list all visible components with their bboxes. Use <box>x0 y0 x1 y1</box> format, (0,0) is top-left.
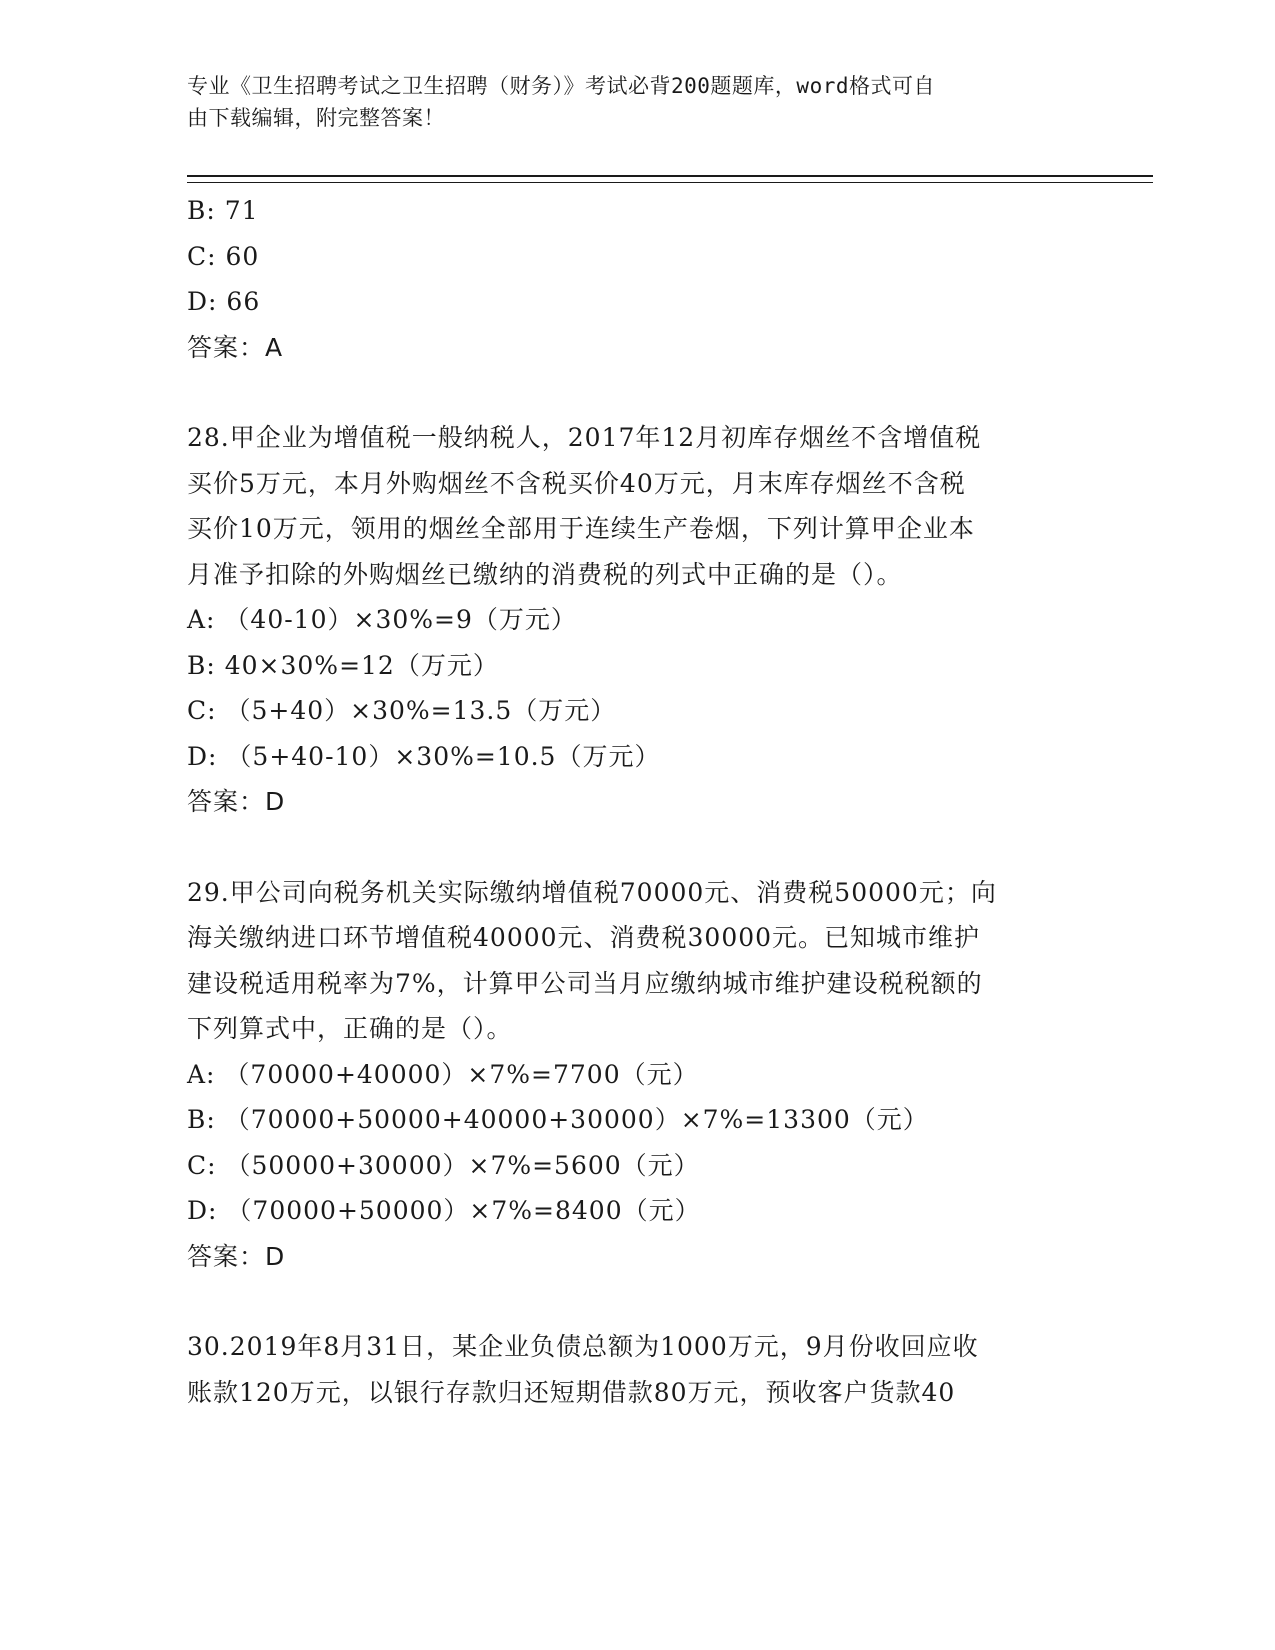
question-28 <box>187 415 1087 825</box>
answer-line: 答案：D <box>187 787 286 816</box>
question-text-line: 月准予扣除的外购烟丝已缴纳的消费税的列式中正确的是（）。 <box>187 559 903 589</box>
option-b: B: 40×30%=12（万元） <box>187 650 499 680</box>
option-b: B: （70000+50000+40000+30000）×7%=13300（元） <box>187 1105 929 1134</box>
question-text-line: 30.2019年8月31日，某企业负债总额为1000万元，9月份收回应收 <box>187 1332 979 1361</box>
option-d: D: （5+40-10）×30%=10.5（万元） <box>187 741 661 771</box>
question-content <box>187 188 1087 1415</box>
question-text-line: 下列算式中，正确的是（）。 <box>187 1014 513 1043</box>
option-c: C: 60 <box>187 241 260 271</box>
document-header <box>187 70 1067 134</box>
header-line-1: 专业《卫生招聘考试之卫生招聘（财务）》考试必背200题题库，word格式可自 <box>187 74 935 98</box>
header-rule-thick <box>187 175 1153 177</box>
option-a: A: （40-10）×30%=9（万元） <box>187 605 577 634</box>
question-text-line: 账款120万元，以银行存款归还短期借款80万元，预收客户货款40 <box>187 1377 956 1407</box>
question-text-line: 海关缴纳进口环节增值税40000元、消费税30000元。已知城市维护 <box>187 923 981 952</box>
answer-line: 答案：A <box>187 332 284 362</box>
previous-question-tail <box>187 188 1087 370</box>
header-line-2: 由下载编辑，附完整答案！ <box>187 106 445 130</box>
option-a: A: （70000+40000）×7%=7700（元） <box>187 1059 699 1089</box>
option-d: D: （70000+50000）×7%=8400（元） <box>187 1196 701 1225</box>
question-text-line: 买价10万元，领用的烟丝全部用于连续生产卷烟，下列计算甲企业本 <box>187 514 975 543</box>
question-text-line: 买价5万元，本月外购烟丝不含税买价40万元，月末库存烟丝不含税 <box>187 468 966 498</box>
question-text-line: 28.甲企业为增值税一般纳税人，2017年12月初库存烟丝不含增值税 <box>187 423 982 452</box>
option-c: C: （50000+30000）×7%=5600（元） <box>187 1150 700 1180</box>
question-30 <box>187 1324 1087 1415</box>
option-c: C: （5+40）×30%=13.5（万元） <box>187 696 617 725</box>
spacer <box>187 825 1087 870</box>
option-d: D: 66 <box>187 287 261 316</box>
spacer <box>187 370 1087 415</box>
option-b: B: 71 <box>187 196 259 225</box>
question-text-line: 29.甲公司向税务机关实际缴纳增值税70000元、消费税50000元；向 <box>187 877 997 907</box>
answer-line: 答案：D <box>187 1241 286 1271</box>
spacer <box>187 1279 1087 1324</box>
question-29 <box>187 870 1087 1280</box>
question-text-line: 建设税适用税率为7%，计算甲公司当月应缴纳城市维护建设税税额的 <box>187 968 983 998</box>
header-rule-thin <box>187 182 1153 183</box>
